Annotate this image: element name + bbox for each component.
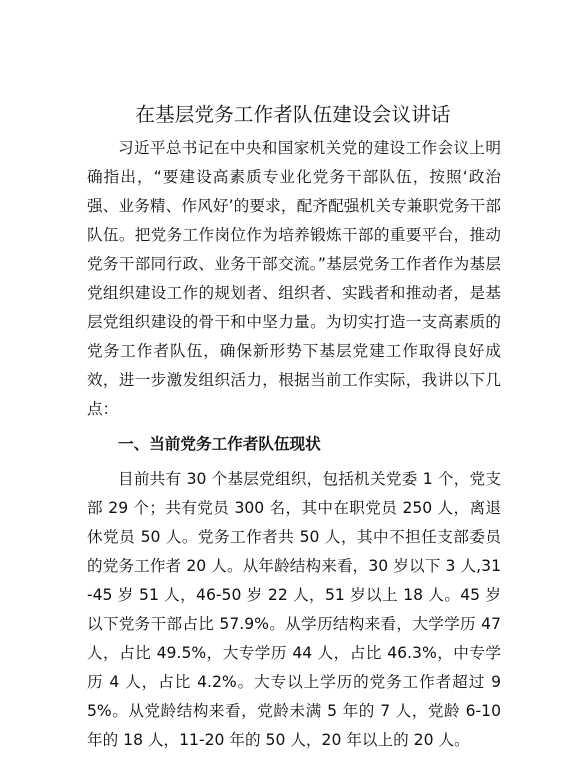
- section-heading: 一、当前党务工作者队伍现状: [118, 435, 321, 453]
- document-title: 在基层党务工作者队伍建设会议讲话: [135, 103, 451, 126]
- intro-paragraph: 习近平总书记在中央和国家机关党的建设工作会议上明确指出，“要建设高素质专业化党务干部队伍，按照‘政治强、业务精、作风好’的要求，配齐配强机关专兼职党务干部队伍。把党务工作岗位作为培养锻炼干部的重要平台，推动党务干部同行政、业务干部交流。”基层党务工作者作为基层党组织建设工作的规划者、组织者、实践者和推动者，是基层党组织建设的骨干和中坚力量。为切实打造一支高素质的党务工作者队伍，确保新形势下基层党建工作取得良好成效，进一步激发组织活力，根据当前工作实际，我讲以下几点：: [87, 139, 501, 418]
- document-body: [87, 134, 501, 755]
- status-paragraph: 目前共有 30 个基层党组织，包括机关党委 1 个，党支部 29 个；共有党员 300 名，其中在职党员 250 人，离退休党员 50 人。党务工作者共 50 人，其中不担任支部委员的党务工作者 20 人。从年龄结构来看，30 岁以下 3 人,31-45 岁 51 人，46-50 岁 22 人，51 岁以上 18 人。45 岁以下党务干部占比 57.9%。从学历结构来看，大学学历 47 人，占比 49.5%，大专学历 44 人，占比 46.3%，中专学历 4 人，占比 4.2%。大专以上学历的党务工作者超过 95%。从党龄结构来看，党龄未满 5 年的 7 人，党龄 6-10 年的 18 人，11-20 年的 50 人，20 年以上的 20 人。: [87, 470, 501, 749]
